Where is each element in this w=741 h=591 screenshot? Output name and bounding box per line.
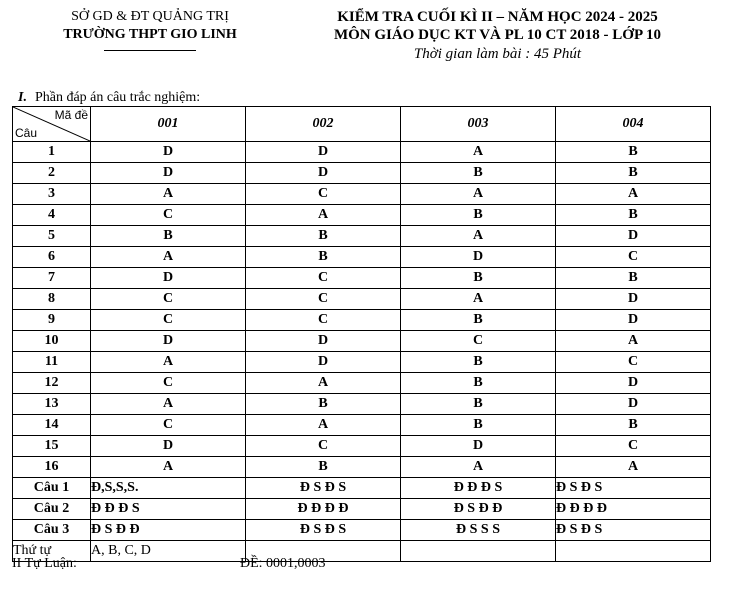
question-label: Câu 3 — [13, 520, 91, 541]
answer-cell: B — [246, 394, 401, 415]
question-label: 15 — [13, 436, 91, 457]
answer-cell: C — [401, 331, 556, 352]
answer-cell: A — [246, 205, 401, 226]
answer-cell: B — [246, 226, 401, 247]
answer-cell: A — [246, 415, 401, 436]
answer-cell: A — [556, 331, 711, 352]
answer-cell: A — [401, 142, 556, 163]
answer-cell: B — [401, 352, 556, 373]
answer-cell: B — [401, 205, 556, 226]
answer-cell: A — [401, 184, 556, 205]
section-title-text: Phần đáp án câu trắc nghiệm: — [34, 90, 201, 105]
answer-cell: C — [91, 415, 246, 436]
subject-title: MÔN GIÁO DỤC KT VÀ PL 10 CT 2018 - LỚP 10 — [333, 27, 662, 43]
answer-cell: B — [556, 268, 711, 289]
answer-cell: A — [91, 352, 246, 373]
code-header: 002 — [246, 107, 401, 142]
answer-cell: C — [556, 436, 711, 457]
answer-cell: D — [246, 352, 401, 373]
answer-cell: B — [401, 373, 556, 394]
question-label: 7 — [13, 268, 91, 289]
exam-time: Thời gian làm bài : 45 Phút — [413, 46, 582, 62]
table-row — [13, 247, 711, 268]
header-right — [300, 8, 695, 64]
answer-cell: C — [91, 310, 246, 331]
answer-cell: D — [91, 142, 246, 163]
answer-cell: C — [91, 373, 246, 394]
answer-cell: D — [556, 289, 711, 310]
answer-cell: B — [91, 226, 246, 247]
table-row — [13, 310, 711, 331]
answer-cell: A — [91, 457, 246, 478]
question-label: 1 — [13, 142, 91, 163]
answer-cell: A — [401, 289, 556, 310]
answer-cell: C — [91, 205, 246, 226]
answer-cell: B — [401, 268, 556, 289]
table-row-truefalse — [13, 499, 711, 520]
table-row — [13, 331, 711, 352]
answer-cell: C — [556, 247, 711, 268]
answer-cell: B — [401, 415, 556, 436]
answer-cell: C — [246, 310, 401, 331]
answer-cell: A — [91, 184, 246, 205]
answer-cell: B — [556, 415, 711, 436]
code-header: 003 — [401, 107, 556, 142]
question-label: Câu 1 — [13, 478, 91, 499]
table-row — [13, 289, 711, 310]
code-header: 001 — [91, 107, 246, 142]
answer-cell: Đ Đ Đ Đ — [556, 499, 711, 520]
answer-cell: A — [556, 184, 711, 205]
answer-cell: Đ Đ Đ S — [401, 478, 556, 499]
answer-cell: B — [556, 205, 711, 226]
section-heading — [18, 90, 200, 106]
essay-label: II Tự Luận: — [12, 556, 77, 571]
answer-table — [12, 106, 711, 562]
exam-title: KIỂM TRA CUỐI KÌ II – NĂM HỌC 2024 - 2025 — [337, 9, 658, 25]
table-row — [13, 352, 711, 373]
question-label: 4 — [13, 205, 91, 226]
answer-cell: B — [246, 457, 401, 478]
table-row-truefalse — [13, 520, 711, 541]
answer-cell: D — [556, 310, 711, 331]
answer-cell: Đ S S S — [401, 520, 556, 541]
table-row — [13, 205, 711, 226]
answer-cell — [556, 541, 711, 562]
question-label: 12 — [13, 373, 91, 394]
answer-cell: Đ,S,S,S. — [91, 478, 246, 499]
answer-cell: B — [556, 142, 711, 163]
answer-cell: C — [246, 184, 401, 205]
answer-cell: A — [401, 457, 556, 478]
table-row — [13, 457, 711, 478]
question-label: 14 — [13, 415, 91, 436]
answer-cell: D — [91, 331, 246, 352]
corner-label-code: Mã đề — [54, 108, 88, 122]
answer-cell: Đ S Đ Đ — [401, 499, 556, 520]
answer-cell: C — [91, 289, 246, 310]
answer-cell: D — [401, 436, 556, 457]
question-label: Thứ tự — [13, 541, 91, 562]
table-row — [13, 373, 711, 394]
answer-cell: D — [91, 268, 246, 289]
department-name: SỞ GD & ĐT QUẢNG TRỊ — [71, 9, 229, 24]
question-label: 6 — [13, 247, 91, 268]
essay-codes: ĐỀ: 0001,0003 — [240, 556, 326, 571]
answer-cell: D — [246, 163, 401, 184]
answer-cell: Đ S Đ Đ — [91, 520, 246, 541]
question-label: 5 — [13, 226, 91, 247]
answer-cell: A — [401, 226, 556, 247]
table-row — [13, 163, 711, 184]
corner-cell — [13, 107, 91, 142]
answer-cell: A — [91, 247, 246, 268]
answer-cell: D — [556, 226, 711, 247]
answer-cell: D — [91, 163, 246, 184]
corner-label-question: Câu — [15, 126, 38, 140]
answer-cell: Đ S Đ S — [246, 478, 401, 499]
answer-cell: A — [91, 394, 246, 415]
question-label: Câu 2 — [13, 499, 91, 520]
answer-cell: A — [556, 457, 711, 478]
answer-cell: B — [401, 163, 556, 184]
answer-cell — [401, 541, 556, 562]
answer-cell: D — [556, 373, 711, 394]
answer-cell: Đ Đ Đ S — [91, 499, 246, 520]
table-header-row — [13, 107, 711, 142]
table-row — [13, 394, 711, 415]
answer-cell: B — [246, 247, 401, 268]
table-row — [13, 184, 711, 205]
school-name: TRƯỜNG THPT GIO LINH — [63, 27, 237, 42]
question-label: 13 — [13, 394, 91, 415]
answer-cell: D — [401, 247, 556, 268]
table-row-order — [13, 541, 711, 562]
question-label: 3 — [13, 184, 91, 205]
header-left — [40, 8, 260, 51]
question-label: 8 — [13, 289, 91, 310]
answer-cell: D — [556, 394, 711, 415]
question-label: 10 — [13, 331, 91, 352]
table-row — [13, 436, 711, 457]
answer-cell: B — [556, 163, 711, 184]
answer-cell: B — [401, 394, 556, 415]
answer-cell: B — [401, 310, 556, 331]
answer-cell: A, B, C, D — [91, 541, 246, 562]
answer-cell: Đ S Đ S — [556, 478, 711, 499]
table-row — [13, 142, 711, 163]
answer-cell: C — [246, 436, 401, 457]
question-label: 9 — [13, 310, 91, 331]
answer-cell: C — [556, 352, 711, 373]
question-label: 2 — [13, 163, 91, 184]
answer-cell: C — [246, 289, 401, 310]
table-row — [13, 226, 711, 247]
answer-cell: D — [246, 142, 401, 163]
answer-cell: Đ S Đ S — [556, 520, 711, 541]
answer-cell: A — [246, 373, 401, 394]
answer-cell: D — [91, 436, 246, 457]
header-divider — [104, 50, 196, 51]
section-number: I. — [18, 90, 27, 105]
code-header: 004 — [556, 107, 711, 142]
table-row — [13, 415, 711, 436]
table-row — [13, 268, 711, 289]
answer-cell: D — [246, 331, 401, 352]
question-label: 16 — [13, 457, 91, 478]
question-label: 11 — [13, 352, 91, 373]
answer-cell: Đ Đ Đ Đ — [246, 499, 401, 520]
answer-cell: C — [246, 268, 401, 289]
table-row-truefalse — [13, 478, 711, 499]
answer-cell: Đ S Đ S — [246, 520, 401, 541]
